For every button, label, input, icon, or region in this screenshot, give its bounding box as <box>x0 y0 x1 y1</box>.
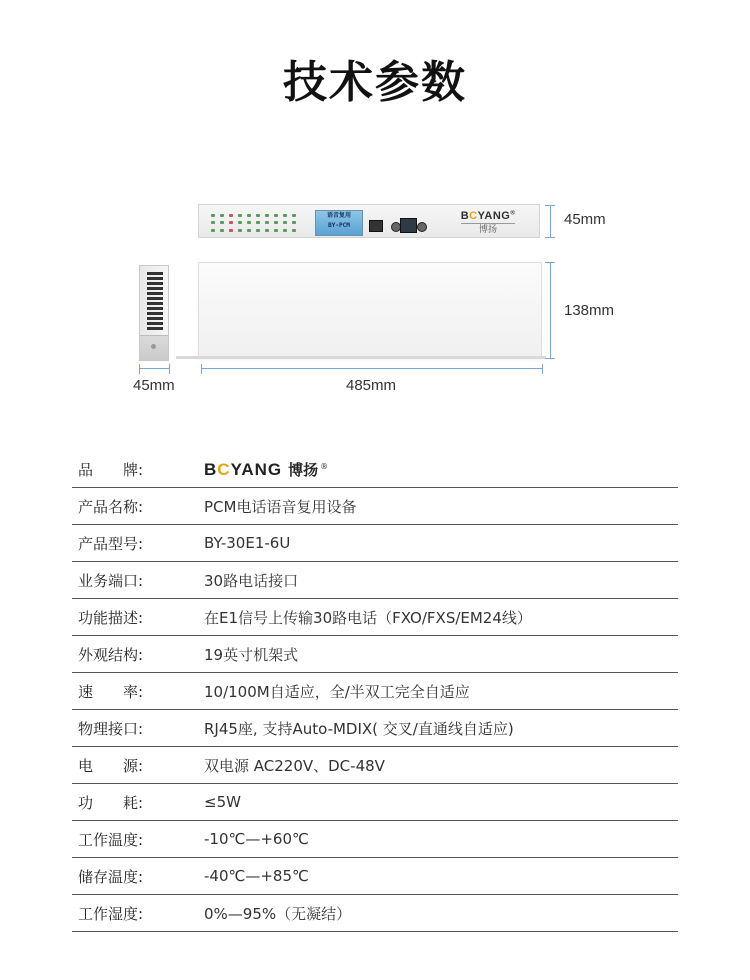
led-icon <box>292 214 296 217</box>
spec-label: 功能描述: <box>78 608 144 627</box>
led-icon <box>274 221 278 224</box>
spec-label: 工作湿度: <box>78 904 144 923</box>
spec-value: 双电源 AC220V、DC-48V <box>204 756 385 775</box>
dimension-tick <box>201 364 202 374</box>
vent-slot <box>147 317 163 320</box>
spec-label: 产品名称: <box>78 497 144 516</box>
spec-row <box>72 525 678 562</box>
vent-slots <box>147 272 163 332</box>
device-side-view <box>139 265 169 361</box>
spec-label: 储存温度: <box>78 867 144 886</box>
spec-label: 外观结构: <box>78 645 144 664</box>
panel-logo <box>453 210 523 235</box>
spec-row <box>72 858 678 895</box>
spec-value: -40℃—+85℃ <box>204 867 309 885</box>
vent-slot <box>147 277 163 280</box>
vent-slot <box>147 272 163 275</box>
led-icon <box>256 229 260 232</box>
spec-row <box>72 710 678 747</box>
spec-value: PCM电话语音复用设备 <box>204 497 357 516</box>
led-icon <box>229 229 233 232</box>
led-icon <box>265 229 269 232</box>
led-icon <box>256 214 260 217</box>
spec-label: 工作温度: <box>78 830 144 849</box>
led-icon <box>211 229 215 232</box>
dimension-tick <box>169 364 170 374</box>
led-icon <box>283 221 287 224</box>
spec-value: -10℃—+60℃ <box>204 830 309 848</box>
led-icon <box>274 214 278 217</box>
dimension-line-depth <box>550 262 551 359</box>
spec-row <box>72 488 678 525</box>
led-icon <box>220 221 224 224</box>
spec-value: 30路电话接口 <box>204 571 299 590</box>
spec-label: 电 源: <box>78 756 144 775</box>
panel-logo-o: C <box>469 210 478 222</box>
spec-value: 在E1信号上传输30路电话（FXO/FXS/EM24线） <box>204 608 532 627</box>
dimension-line-width <box>201 368 543 369</box>
device-label-plate <box>315 210 363 236</box>
vent-slot <box>147 312 163 315</box>
dimension-label-side-width: 45mm <box>133 377 175 394</box>
spec-value: RJ45座, 支持Auto-MDIX( 交叉/直通线自适应) <box>204 719 514 738</box>
rj45-port-icon <box>369 220 383 232</box>
led-icon <box>238 221 242 224</box>
spec-value: 0%—95%（无凝结） <box>204 904 352 923</box>
led-icon <box>265 221 269 224</box>
led-icon <box>292 221 296 224</box>
registered-mark: ® <box>320 461 329 471</box>
led-icon <box>274 229 278 232</box>
spec-row <box>72 821 678 858</box>
spec-label: 品 牌: <box>78 460 144 479</box>
led-icon <box>256 221 260 224</box>
led-icon <box>211 221 215 224</box>
vent-slot <box>147 302 163 305</box>
led-icon <box>283 214 287 217</box>
vent-slot <box>147 287 163 290</box>
spec-label: 速 率: <box>78 682 144 701</box>
vent-slot <box>147 307 163 310</box>
spec-row <box>72 895 678 932</box>
led-icon <box>238 214 242 217</box>
spec-label: 产品型号: <box>78 534 144 553</box>
dimension-line-front-height <box>550 205 551 238</box>
spec-value: 10/100M自适应，全/半双工完全自适应 <box>204 682 470 701</box>
brand-logo <box>198 459 678 480</box>
spec-label: 功 耗: <box>78 793 144 812</box>
led-icon <box>247 221 251 224</box>
base-shadow <box>176 356 546 359</box>
spec-value: ≤5W <box>204 793 241 811</box>
spec-row <box>72 784 678 821</box>
led-icon <box>238 229 242 232</box>
led-icon <box>283 229 287 232</box>
dimension-label-front-height: 45mm <box>564 211 606 228</box>
plate-line-1: 语音复用 <box>326 212 351 219</box>
brand-logo-cn: 博扬 <box>288 460 319 479</box>
led-icon <box>229 214 233 217</box>
panel-logo-text: B <box>460 210 470 222</box>
mounting-ear <box>140 335 168 360</box>
dimension-label-width: 485mm <box>346 377 397 394</box>
dimension-tick <box>139 364 140 374</box>
page-title: 技术参数 <box>283 57 467 108</box>
spec-value: BY-30E1-6U <box>204 534 291 552</box>
spec-row <box>72 673 678 710</box>
vent-slot <box>147 282 163 285</box>
spec-table <box>72 451 678 932</box>
spec-value: 19英寸机架式 <box>204 645 299 664</box>
device-front-panel <box>198 204 540 238</box>
dimension-label-depth: 138mm <box>564 302 615 319</box>
vent-slot <box>147 322 163 325</box>
panel-logo-text: YANG <box>477 210 511 222</box>
led-icon <box>247 229 251 232</box>
plate-line-2: BY-PCM <box>328 222 350 229</box>
device-top-view <box>198 262 542 358</box>
brand-logo-text: B <box>204 459 218 479</box>
led-icon <box>220 229 224 232</box>
led-icon <box>247 214 251 217</box>
ethernet-port-icon <box>400 218 417 233</box>
vent-slot <box>147 297 163 300</box>
spec-row <box>72 562 678 599</box>
spec-label: 物理接口: <box>78 719 144 738</box>
brand-logo-text: YANG <box>230 459 283 479</box>
spec-row-brand <box>72 451 678 488</box>
led-icon <box>220 214 224 217</box>
panel-logo-reg: ® <box>510 210 516 217</box>
dimension-line-side-width <box>139 368 170 369</box>
led-icon <box>265 214 269 217</box>
vent-slot <box>147 292 163 295</box>
vent-slot <box>147 327 163 330</box>
led-indicator-grid <box>211 214 299 234</box>
bnc-port-icon <box>417 222 427 232</box>
spec-row <box>72 636 678 673</box>
led-icon <box>229 221 233 224</box>
dimension-tick <box>542 364 543 374</box>
led-icon <box>292 229 296 232</box>
led-icon <box>211 214 215 217</box>
spec-row <box>72 747 678 784</box>
brand-logo-o: C <box>217 459 231 479</box>
spec-label: 业务端口: <box>78 571 144 590</box>
spec-row <box>72 599 678 636</box>
panel-logo-cn: 博扬 <box>461 223 515 235</box>
